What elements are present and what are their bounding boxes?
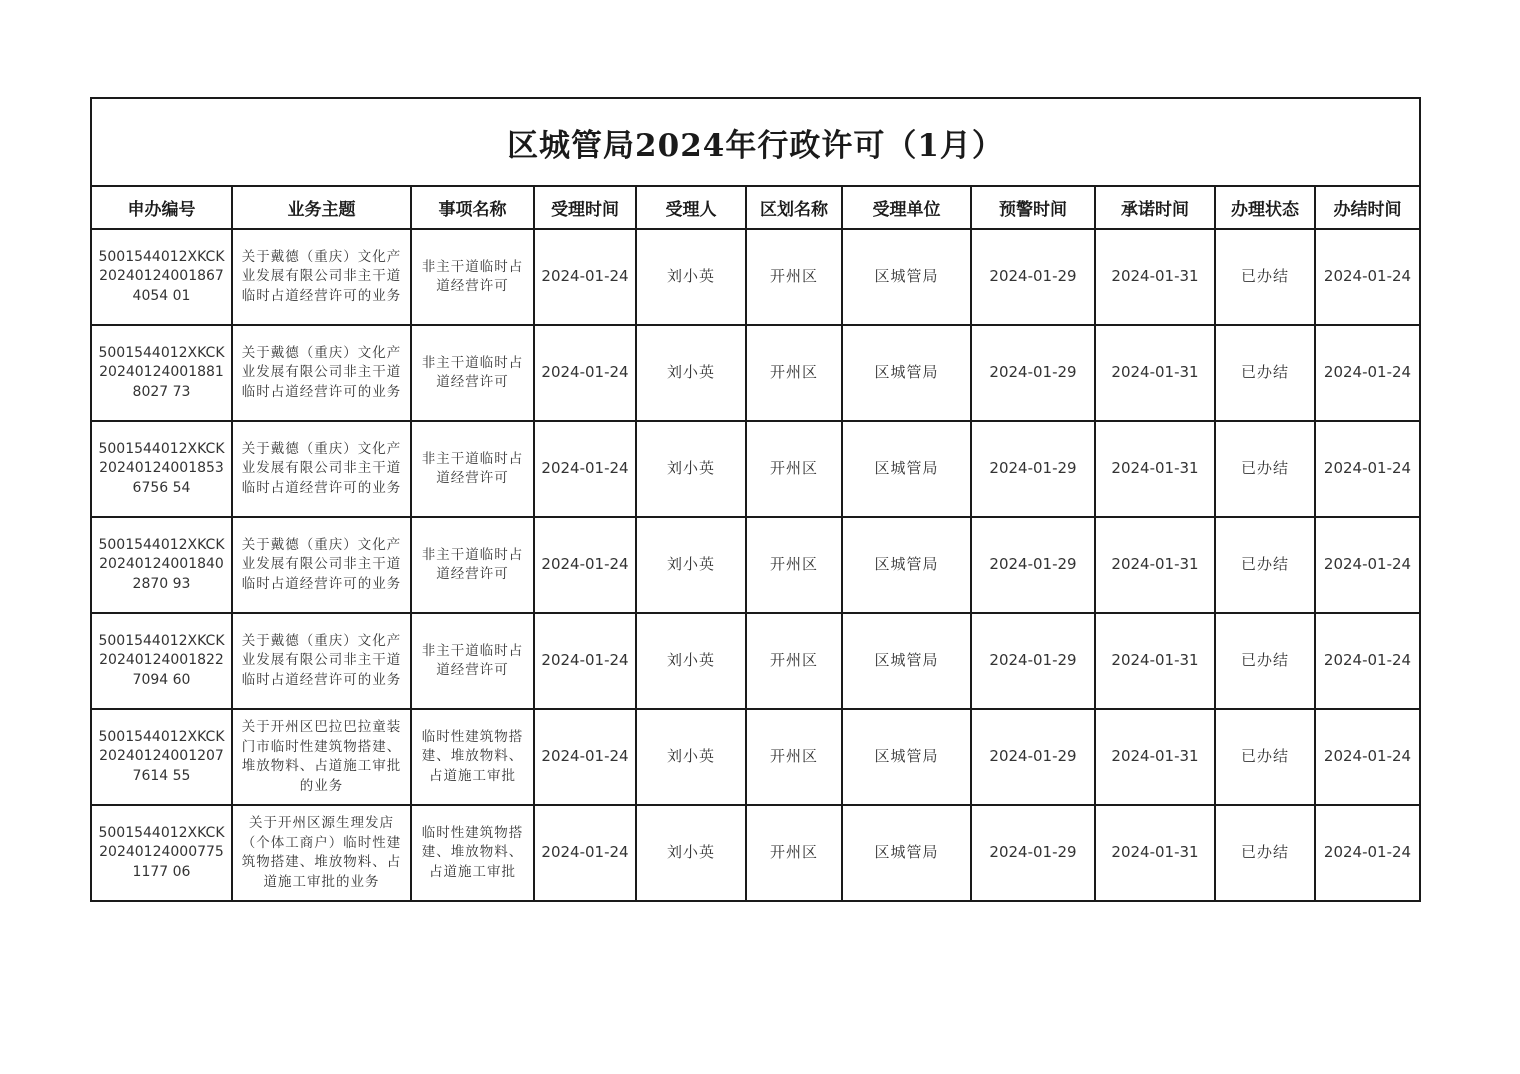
table-row [91,229,1420,325]
permit-table [90,97,1421,902]
status: 已办结 [1215,229,1315,325]
column-header-item-name: 事项名称 [411,186,534,229]
completed-date: 2024-01-24 [1315,517,1420,613]
column-header-promised-date: 承诺时间 [1095,186,1215,229]
warning-date: 2024-01-29 [971,613,1095,709]
district: 开州区 [746,229,842,325]
accepted-date: 2024-01-24 [534,517,636,613]
table-row [91,613,1420,709]
column-header-warning-date: 预警时间 [971,186,1095,229]
unit: 区城管局 [842,613,971,709]
column-header-district: 区划名称 [746,186,842,229]
item-name: 非主干道临时占道经营许可 [411,325,534,421]
handler: 刘小英 [636,325,746,421]
column-header-status: 办理状态 [1215,186,1315,229]
table-title: 区城管局2024年行政许可（1月） [91,98,1420,186]
warning-date: 2024-01-29 [971,229,1095,325]
subject: 关于戴德（重庆）文化产业发展有限公司非主干道临时占道经营许可的业务 [232,325,411,421]
warning-date: 2024-01-29 [971,709,1095,805]
warning-date: 2024-01-29 [971,421,1095,517]
item-name: 非主干道临时占道经营许可 [411,613,534,709]
district: 开州区 [746,325,842,421]
accepted-date: 2024-01-24 [534,421,636,517]
completed-date: 2024-01-24 [1315,229,1420,325]
district: 开州区 [746,805,842,901]
warning-date: 2024-01-29 [971,805,1095,901]
status: 已办结 [1215,421,1315,517]
completed-date: 2024-01-24 [1315,325,1420,421]
subject: 关于戴德（重庆）文化产业发展有限公司非主干道临时占道经营许可的业务 [232,613,411,709]
item-name: 非主干道临时占道经营许可 [411,517,534,613]
completed-date: 2024-01-24 [1315,709,1420,805]
unit: 区城管局 [842,709,971,805]
completed-date: 2024-01-24 [1315,805,1420,901]
promised-date: 2024-01-31 [1095,613,1215,709]
item-name: 临时性建筑物搭建、堆放物料、占道施工审批 [411,805,534,901]
table-row [91,709,1420,805]
promised-date: 2024-01-31 [1095,805,1215,901]
column-header-subject: 业务主题 [232,186,411,229]
item-name: 非主干道临时占道经营许可 [411,421,534,517]
warning-date: 2024-01-29 [971,325,1095,421]
district: 开州区 [746,613,842,709]
unit: 区城管局 [842,229,971,325]
accepted-date: 2024-01-24 [534,805,636,901]
application-id: 5001544012XKCK202401240018402870 93 [91,517,232,613]
item-name: 临时性建筑物搭建、堆放物料、占道施工审批 [411,709,534,805]
column-header-application-id: 申办编号 [91,186,232,229]
completed-date: 2024-01-24 [1315,421,1420,517]
unit: 区城管局 [842,421,971,517]
application-id: 5001544012XKCK202401240018536756 54 [91,421,232,517]
status: 已办结 [1215,709,1315,805]
table-row [91,517,1420,613]
accepted-date: 2024-01-24 [534,613,636,709]
handler: 刘小英 [636,805,746,901]
subject: 关于戴德（重庆）文化产业发展有限公司非主干道临时占道经营许可的业务 [232,229,411,325]
table-row [91,421,1420,517]
column-header-completed-date: 办结时间 [1315,186,1420,229]
handler: 刘小英 [636,709,746,805]
warning-date: 2024-01-29 [971,517,1095,613]
application-id: 5001544012XKCK202401240018674054 01 [91,229,232,325]
subject: 关于戴德（重庆）文化产业发展有限公司非主干道临时占道经营许可的业务 [232,517,411,613]
column-header-accepted-date: 受理时间 [534,186,636,229]
status: 已办结 [1215,517,1315,613]
unit: 区城管局 [842,517,971,613]
application-id: 5001544012XKCK202401240018227094 60 [91,613,232,709]
district: 开州区 [746,709,842,805]
status: 已办结 [1215,805,1315,901]
accepted-date: 2024-01-24 [534,229,636,325]
status: 已办结 [1215,325,1315,421]
promised-date: 2024-01-31 [1095,709,1215,805]
application-id: 5001544012XKCK202401240007751177 06 [91,805,232,901]
unit: 区城管局 [842,805,971,901]
accepted-date: 2024-01-24 [534,709,636,805]
promised-date: 2024-01-31 [1095,421,1215,517]
table-row [91,805,1420,901]
promised-date: 2024-01-31 [1095,517,1215,613]
handler: 刘小英 [636,613,746,709]
completed-date: 2024-01-24 [1315,613,1420,709]
header-row [91,186,1420,229]
column-header-unit: 受理单位 [842,186,971,229]
subject: 关于开州区巴拉巴拉童装门市临时性建筑物搭建、堆放物料、占道施工审批的业务 [232,709,411,805]
handler: 刘小英 [636,421,746,517]
column-header-handler: 受理人 [636,186,746,229]
handler: 刘小英 [636,517,746,613]
subject: 关于戴德（重庆）文化产业发展有限公司非主干道临时占道经营许可的业务 [232,421,411,517]
unit: 区城管局 [842,325,971,421]
subject: 关于开州区源生理发店（个体工商户）临时性建筑物搭建、堆放物料、占道施工审批的业务 [232,805,411,901]
item-name: 非主干道临时占道经营许可 [411,229,534,325]
handler: 刘小英 [636,229,746,325]
district: 开州区 [746,517,842,613]
application-id: 5001544012XKCK202401240012077614 55 [91,709,232,805]
accepted-date: 2024-01-24 [534,325,636,421]
status: 已办结 [1215,613,1315,709]
table-row [91,325,1420,421]
promised-date: 2024-01-31 [1095,325,1215,421]
application-id: 5001544012XKCK202401240018818027 73 [91,325,232,421]
permit-sheet [90,97,1419,902]
promised-date: 2024-01-31 [1095,229,1215,325]
district: 开州区 [746,421,842,517]
